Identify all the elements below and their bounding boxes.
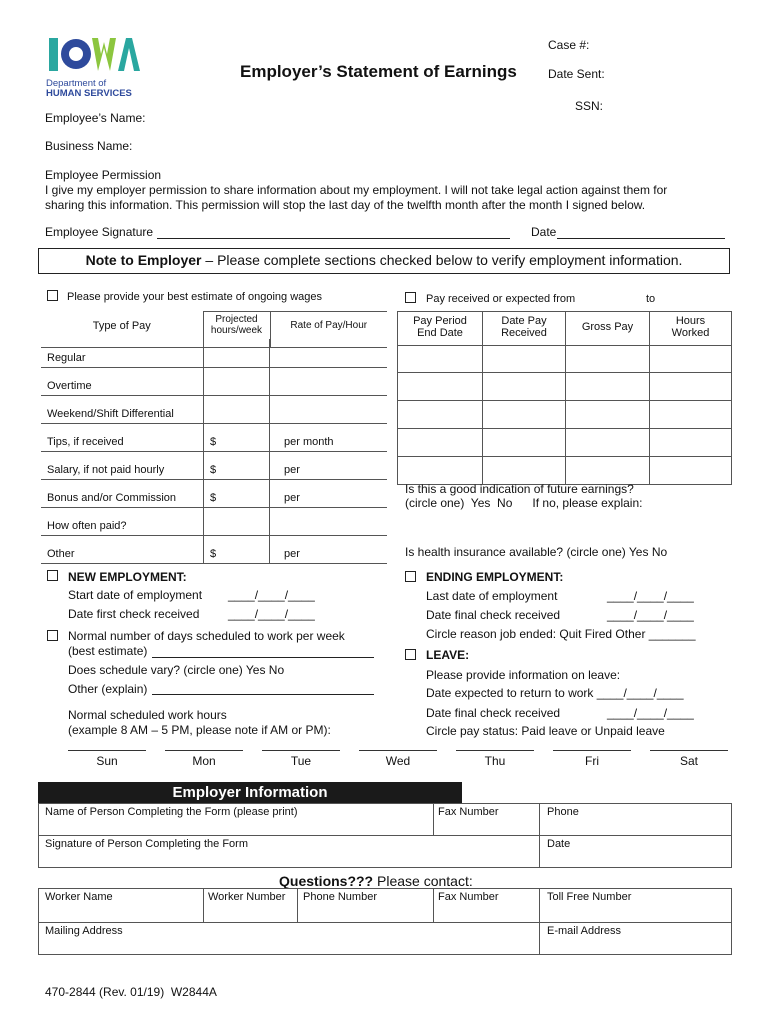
note-bold: Note to Employer <box>85 252 202 268</box>
employer-phone-cell[interactable] <box>540 804 732 836</box>
permission-text-line-2: sharing this information. This permission will stop the last day of the twelfth month after the month I signed below. <box>45 198 646 212</box>
pay-cell[interactable] <box>566 457 650 485</box>
col-pay-period-2: End Date <box>417 327 463 339</box>
note-text: – Please complete sections checked below to verify employment information. <box>201 252 683 268</box>
wage-row-hours-cell[interactable] <box>203 451 270 479</box>
employer-info-table <box>38 803 732 868</box>
employer-date-label: Date <box>547 838 571 850</box>
final-check-label: Date final check received <box>426 608 561 622</box>
wage-row <box>41 507 387 536</box>
mailing-address-label: Mailing Address <box>45 925 123 937</box>
pay-cell[interactable] <box>398 373 483 401</box>
other-explain-label: Other (explain) <box>68 682 148 696</box>
wage-row-hours-cell[interactable] <box>203 479 270 507</box>
new-employment-title: NEW EMPLOYMENT: <box>68 570 187 584</box>
wage-row-label: Tips, if received <box>47 436 124 448</box>
permission-text-line-1: I give my employer permission to share information about my employment. I will not take legal action against them for <box>45 183 668 197</box>
pay-cell[interactable] <box>650 429 732 457</box>
weekday-label: Fri <box>585 754 599 768</box>
leave-checkbox[interactable] <box>405 649 416 660</box>
wage-row-label: Salary, if not paid hourly <box>47 464 165 476</box>
employee-signature-line[interactable] <box>157 226 510 239</box>
pay-cell[interactable] <box>398 346 483 373</box>
pay-cell[interactable] <box>398 429 483 457</box>
pay-received-to-label: to <box>646 293 656 305</box>
last-date-label: Last date of employment <box>426 589 558 603</box>
wage-row-unit[interactable]: per month <box>284 436 334 448</box>
employee-permission-title: Employee Permission <box>45 168 162 182</box>
pay-cell[interactable] <box>483 401 566 429</box>
wage-row-label: Weekend/Shift Differential <box>47 408 174 420</box>
wage-row-hours-cell[interactable] <box>203 507 270 535</box>
contact-phone-label: Phone Number <box>303 891 377 903</box>
wage-row-label: Regular <box>47 352 86 364</box>
employee-signature-label: Employee Signature <box>45 225 154 239</box>
weekday-label: Thu <box>484 754 506 768</box>
case-number-label: Case #: <box>548 38 590 52</box>
last-date-blank[interactable]: ____/____/____ <box>607 589 694 603</box>
wage-row <box>41 451 387 480</box>
weekday-label: Tue <box>290 754 312 768</box>
final-check-blank[interactable]: ____/____/____ <box>607 608 694 622</box>
wage-row <box>41 367 387 396</box>
employer-fax-label: Fax Number <box>438 806 499 818</box>
ending-employment-checkbox[interactable] <box>405 571 416 582</box>
weekday-label: Wed <box>385 754 411 768</box>
wage-row <box>41 535 387 564</box>
col-type-of-pay: Type of Pay <box>92 319 151 332</box>
wage-row-dollar: $ <box>210 492 217 504</box>
wage-row <box>41 423 387 452</box>
logo-human-services-line: HUMAN SERVICES <box>46 88 132 99</box>
employer-signature-cell[interactable] <box>39 836 540 868</box>
pay-cell[interactable] <box>483 373 566 401</box>
wage-row-hours-cell[interactable] <box>203 367 270 395</box>
weekday-label: Sat <box>679 754 698 768</box>
work-hours-label-2: (example 8 AM – 5 PM, please note if AM or PM): <box>68 723 331 737</box>
pay-received-checkbox[interactable] <box>405 292 416 303</box>
pay-cell[interactable] <box>566 401 650 429</box>
employer-name-cell[interactable] <box>39 804 434 836</box>
first-check-label: Date first check received <box>68 607 200 621</box>
employer-date-cell[interactable] <box>540 836 732 868</box>
col-gross-pay: Gross Pay <box>581 321 634 333</box>
date-sent-label: Date Sent: <box>548 67 605 81</box>
col-projected-2: hours/week <box>210 325 263 336</box>
weekday-label: Sun <box>96 754 118 768</box>
first-check-blank[interactable]: ____/____/____ <box>228 607 315 621</box>
pay-cell[interactable] <box>650 346 732 373</box>
toll-free-cell[interactable] <box>540 889 732 923</box>
note-to-employer-box <box>38 248 730 274</box>
pay-cell[interactable] <box>650 457 732 485</box>
col-date-pay-1: Date Pay <box>501 315 547 327</box>
pay-cell[interactable] <box>483 346 566 373</box>
weekday-blank-line[interactable] <box>165 750 243 751</box>
weekday-blank-line[interactable] <box>68 750 146 751</box>
contact-phone-cell[interactable] <box>298 889 434 923</box>
ending-employment-title: ENDING EMPLOYMENT: <box>426 570 564 584</box>
questions-text: Please contact: <box>373 873 473 889</box>
wage-row-dollar: $ <box>210 436 217 448</box>
leave-return-label: Date expected to return to work ____/____/____ <box>426 686 684 700</box>
weekday-blank-line[interactable] <box>456 750 534 751</box>
col-date-pay-2: Received <box>501 327 547 339</box>
wage-row-label: Bonus and/or Commission <box>47 492 177 504</box>
col-projected-1: Projected <box>215 314 258 325</box>
future-earnings-question: Is this a good indication of future earnings? <box>405 482 634 496</box>
col-hours-2: Worked <box>671 327 710 339</box>
employee-date-label: Date <box>531 225 557 239</box>
wage-row-label: Other <box>47 548 75 560</box>
leave-final-check-blank[interactable]: ____/____/____ <box>607 706 694 720</box>
other-explain-line[interactable] <box>152 682 374 695</box>
wage-row-dollar: $ <box>210 464 217 476</box>
leave-pay-status-label: Circle pay status: Paid leave or Unpaid leave <box>426 724 665 738</box>
wage-row-label: Overtime <box>47 380 92 392</box>
wage-row-hours-cell[interactable] <box>203 423 270 451</box>
col-hours-1: Hours <box>675 315 706 327</box>
worker-number-cell[interactable] <box>204 889 298 923</box>
questions-heading <box>279 873 473 889</box>
toll-free-label: Toll Free Number <box>547 891 632 903</box>
wage-row <box>41 479 387 508</box>
pay-cell[interactable] <box>483 429 566 457</box>
wage-row-unit[interactable]: per <box>284 548 300 560</box>
iowa-dhs-logo <box>46 32 141 100</box>
wage-row-unit[interactable]: per <box>284 464 300 476</box>
normal-days-label-1: Normal number of days scheduled to work per week <box>68 629 345 643</box>
wages-checkbox-label: Please provide your best estimate of ongoing wages <box>67 291 322 303</box>
future-earnings-answer: (circle one) Yes No If no, please explain: <box>405 496 643 510</box>
wage-row-unit[interactable]: per <box>284 492 300 504</box>
weekday-label: Mon <box>192 754 216 768</box>
col-pay-period-1: Pay Period <box>413 315 467 327</box>
pay-cell[interactable] <box>398 401 483 429</box>
contact-table <box>38 888 732 955</box>
employer-phone-label: Phone <box>547 806 579 818</box>
employer-info-header: Employer Information <box>38 782 462 803</box>
email-cell[interactable] <box>540 923 732 955</box>
logo-department-line: Department of <box>46 78 107 89</box>
leave-info-label: Please provide information on leave: <box>426 668 621 682</box>
wage-row <box>41 395 387 424</box>
reason-ended-label: Circle reason job ended: Quit Fired Other _______ <box>426 627 696 641</box>
worker-name-cell[interactable] <box>39 889 204 923</box>
pay-cell[interactable] <box>566 373 650 401</box>
normal-days-label-2: (best estimate) <box>68 644 148 658</box>
iowa-logo-mark <box>46 32 141 74</box>
leave-title: LEAVE: <box>426 648 470 662</box>
employer-signature-label: Signature of Person Completing the Form <box>45 838 248 850</box>
start-date-blank[interactable]: ____/____/____ <box>228 588 315 602</box>
new-employment-checkbox[interactable] <box>47 570 58 581</box>
health-insurance-question: Is health insurance available? (circle one) Yes No <box>405 545 668 559</box>
wage-row-dollar: $ <box>210 548 217 560</box>
pay-received-table <box>397 311 732 485</box>
normal-days-line[interactable] <box>152 645 374 658</box>
employer-name-label: Name of Person Completing the Form (please print) <box>45 806 298 818</box>
start-date-label: Start date of employment <box>68 588 203 602</box>
schedule-vary-label: Does schedule vary? (circle one) Yes No <box>68 663 285 677</box>
ssn-label: SSN: <box>575 99 604 113</box>
leave-final-check-label: Date final check received <box>426 706 561 720</box>
wage-row-hours-cell[interactable] <box>203 535 270 563</box>
pay-received-label: Pay received or expected from <box>426 293 576 305</box>
weekday-blank-line[interactable] <box>553 750 631 751</box>
questions-bold: Questions??? <box>279 873 374 889</box>
wage-row-hours-cell[interactable] <box>203 395 270 423</box>
wage-row-hours-cell[interactable] <box>203 339 270 367</box>
employer-fax-cell[interactable] <box>434 804 540 836</box>
pay-cell[interactable] <box>650 401 732 429</box>
employee-name-label: Employee’s Name: <box>45 111 146 125</box>
form-number: 470-2844 (Rev. 01/19) W2844A <box>45 985 217 999</box>
mailing-address-cell[interactable] <box>39 923 540 955</box>
worker-name-label: Worker Name <box>45 891 113 903</box>
work-hours-label-1: Normal scheduled work hours <box>68 708 227 722</box>
weekday-blank-line[interactable] <box>359 750 437 751</box>
pay-cell[interactable] <box>650 373 732 401</box>
normal-days-checkbox[interactable] <box>47 630 58 641</box>
col-rate: Rate of Pay/Hour <box>290 320 368 331</box>
pay-cell[interactable] <box>566 429 650 457</box>
business-name-label: Business Name: <box>45 139 133 153</box>
wages-checkbox[interactable] <box>47 290 58 301</box>
contact-fax-label: Fax Number <box>438 891 499 903</box>
pay-cell[interactable] <box>483 457 566 485</box>
weekday-blank-line[interactable] <box>650 750 728 751</box>
form-title: Employer’s Statement of Earnings <box>240 62 517 81</box>
worker-number-label: Worker Number <box>208 891 286 903</box>
weekday-blank-line[interactable] <box>262 750 340 751</box>
pay-cell[interactable] <box>566 346 650 373</box>
employee-date-line[interactable] <box>557 226 725 239</box>
pay-cell[interactable] <box>398 457 483 485</box>
wage-row-label: How often paid? <box>47 520 127 532</box>
contact-fax-cell[interactable] <box>434 889 540 923</box>
wage-row <box>41 339 387 368</box>
email-label: E-mail Address <box>547 925 621 937</box>
